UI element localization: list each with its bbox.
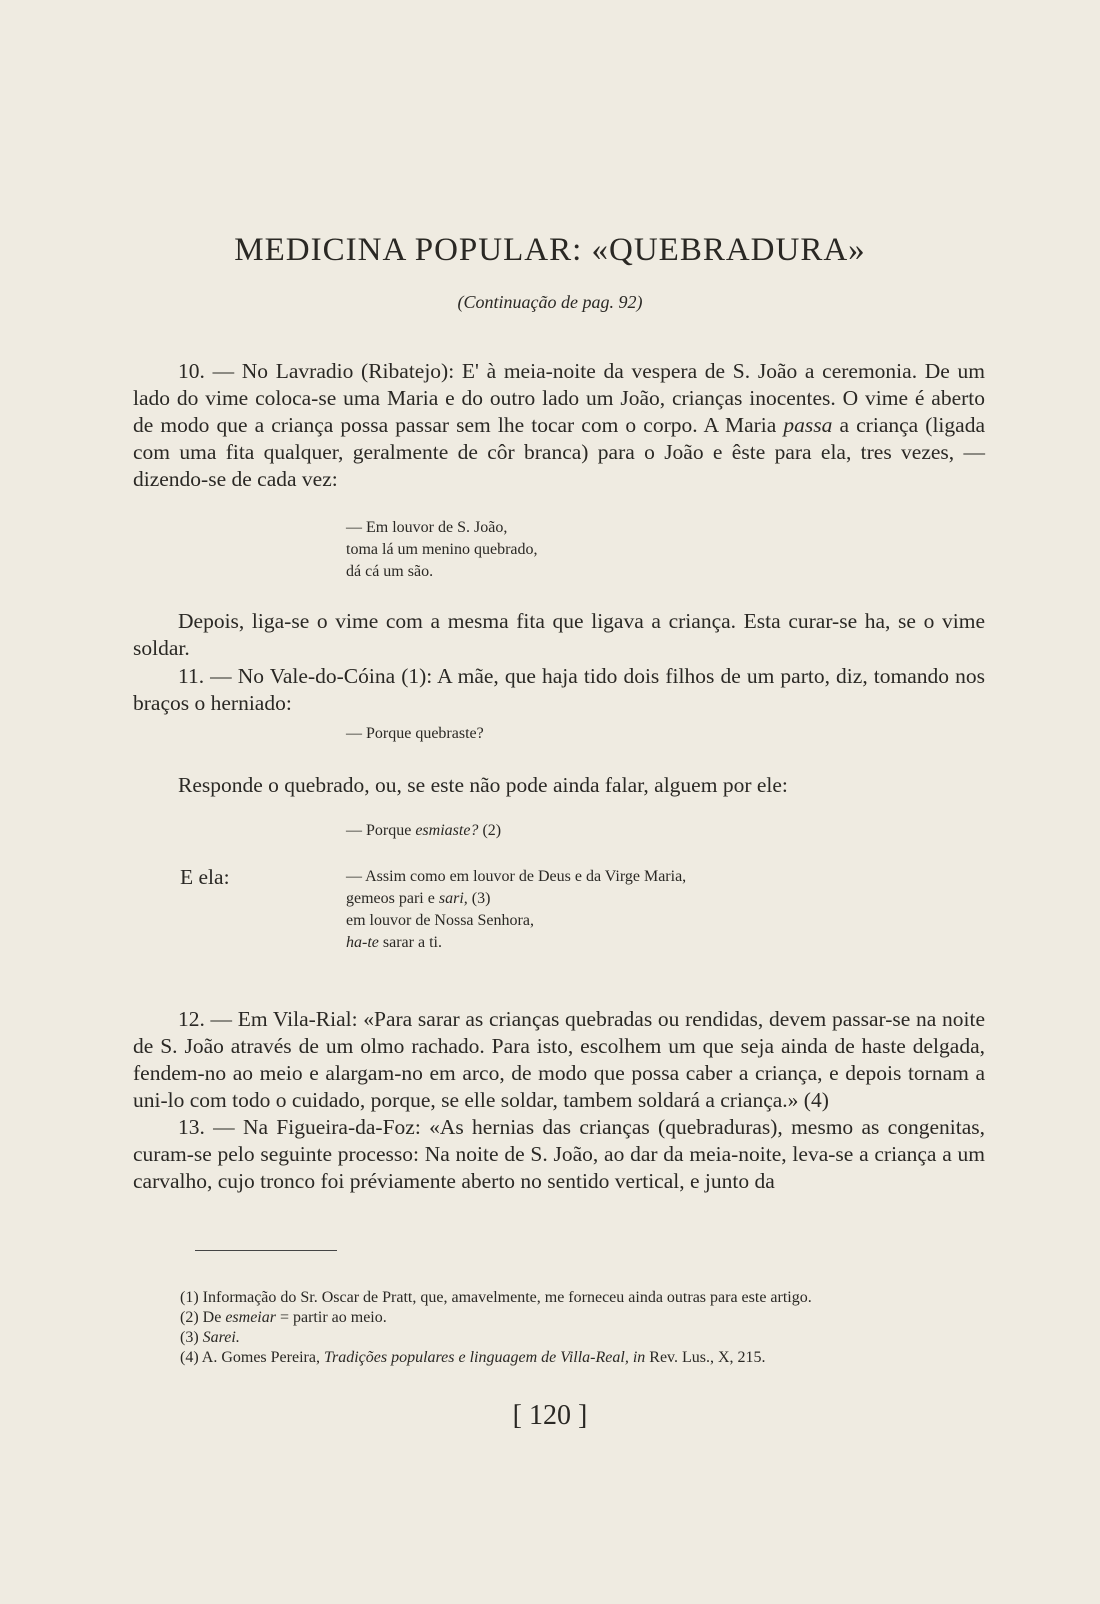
- paragraph-number: 10.: [178, 359, 205, 383]
- verse-line: — Porque esmiaste? (2): [346, 822, 502, 839]
- footnote-divider: [195, 1250, 337, 1251]
- footnote-4: (4) A. Gomes Pereira, Tradições populares e linguagem de Villa-Real, in Rev. Lus., X, 215.: [180, 1349, 766, 1366]
- verse-block: [346, 723, 484, 745]
- paragraph-11: 11. — No Vale-do-Cóina (1): A mãe, que haja tido dois filhos de um parto, diz, tomando nos braços o herniado:: [133, 664, 985, 715]
- verse-line: — Em louvor de S. João,: [346, 519, 508, 536]
- page-title: MEDICINA POPULAR: «QUEBRADURA»: [234, 232, 866, 268]
- footnotes: [180, 1288, 990, 1368]
- paragraph-13: 13. — Na Figueira-da-Foz: «As hernias das crianças (quebraduras), mesmo as congenitas, curam-se pelo seguinte processo: Na noite de S. João, ao dar da meia-noite, leva-se a criança a um carvalho, cujo tronco foi préviamente aberto no sentido vertical, e junto da: [133, 1115, 985, 1193]
- paragraph-10-continued: Depois, liga-se o vime com a mesma fita que ligava a criança. Esta curar-se ha, se o vime soldar.: [133, 609, 985, 660]
- verse-line: — Assim como em louvor de Deus e da Virge Maria,: [346, 868, 687, 885]
- verse-line: gemeos pari e sari, (3): [346, 890, 491, 907]
- verse-block: [346, 517, 538, 583]
- verse-line: em louvor de Nossa Senhora,: [346, 912, 534, 929]
- paragraph-11-continued: Responde o quebrado, ou, se este não pode ainda falar, alguem por ele:: [178, 773, 788, 797]
- verse-block: [346, 820, 501, 842]
- verse-block: [346, 866, 686, 954]
- paragraph-12: 12. — Em Vila-Rial: «Para sarar as crianças quebradas ou rendidas, devem passar-se na noite de S. João através de um olmo rachado. Para isto, escolhem um que seja ainda de haste delgada, fendem-no ao meio e alargam-no em arco, de modo que possa caber a criança, e depois tornam a uni-lo com todo o cuidado, porque, se elle soldar, tambem soldará a criança.» (4): [133, 1007, 985, 1112]
- paragraph-number: 13.: [178, 1115, 205, 1139]
- verse-line: ha-te sarar a ti.: [346, 934, 442, 951]
- verse-line: — Porque quebraste?: [346, 725, 484, 742]
- page-number: [ 120 ]: [512, 1400, 588, 1431]
- footnote-1: (1) Informação do Sr. Oscar de Pratt, que, amavelmente, me forneceu ainda outras para este artigo.: [180, 1289, 812, 1306]
- verse-line: dá cá um são.: [346, 563, 434, 580]
- page-subtitle: (Continuação de pag. 92): [457, 292, 643, 312]
- paragraph-10: 10. — No Lavradio (Ribatejo): E' à meia-noite da vespera de S. João a ceremonia. De um lado do vime coloca-se uma Maria e do outro lado um João, crianças inocentes. O vime é aberto de modo que a criança possa passar sem lhe tocar com o corpo. A Maria passa a criança (ligada com uma fita qualquer, geralmente de côr branca) para o João e êste para ela, tres vezes, — dizendo-se de cada vez:: [133, 359, 986, 491]
- e-ela-label: E ela:: [180, 865, 230, 889]
- footnote-3: (3) Sarei.: [180, 1329, 240, 1346]
- paragraph-number: 11.: [178, 664, 205, 688]
- paragraph-number: 12.: [178, 1007, 205, 1031]
- footnote-2: (2) De esmeiar = partir ao meio.: [180, 1309, 387, 1326]
- verse-line: toma lá um menino quebrado,: [346, 541, 538, 558]
